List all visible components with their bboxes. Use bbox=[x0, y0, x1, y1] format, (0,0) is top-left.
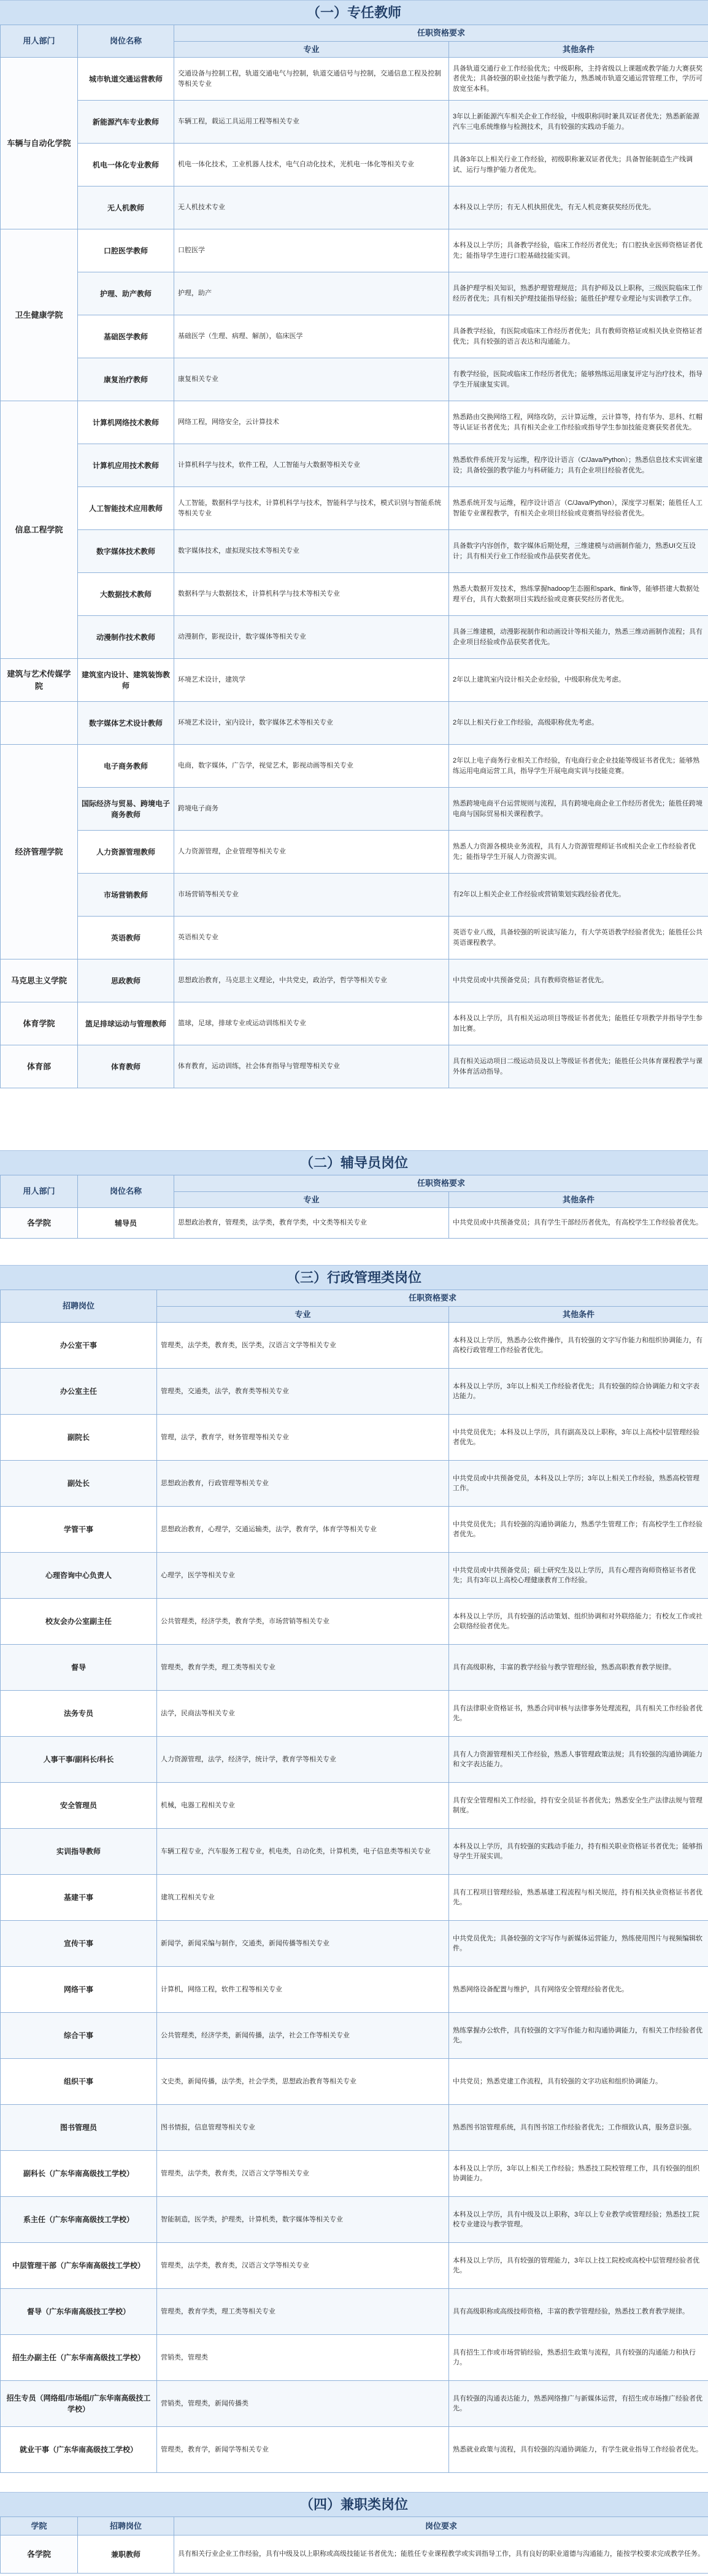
other-cell: 熟悉大数据开发技术，熟练掌握hadoop生态圈和spark、flink等，能够搭建大数据处理平台，具有大数据项目实践经验或竞赛获奖经历者优先。 bbox=[449, 573, 708, 616]
dept-cell: 体育部 bbox=[1, 1045, 78, 1088]
major-cell: 网络工程，网络安全，云计算技术 bbox=[174, 401, 449, 444]
table-row bbox=[1, 1829, 708, 1875]
other-cell: 熟悉系统开发与运维，程序设计语言（C/Java/Python），深度学习框架；能胜任人工智能专业课程教学，有相关企业项目经验或竞赛指导经验者优先。 bbox=[449, 487, 708, 530]
header-other: 其他条件 bbox=[449, 1191, 708, 1208]
dept-cell: 马克思主义学院 bbox=[1, 959, 78, 1002]
other-cell: 具备护理学相关知识，熟悉护理管理规范；具有护师及以上职称，三级医院临床工作经历者优先；具有相关护理技能指导经验；能胜任护理专业理论与实训教学工作。 bbox=[449, 272, 708, 315]
position-cell: 系主任（广东华南高级技工学校） bbox=[1, 2197, 157, 2243]
major-cell: 体育教育，运动训练，社会体育指导与管理等相关专业 bbox=[174, 1045, 449, 1088]
major-cell: 管理类，法学类，教育类，医学类，汉语言文学等相关专业 bbox=[157, 1323, 449, 1369]
table-row bbox=[1, 659, 708, 702]
other-cell: 具备三维建模，动漫影视制作和动画设计等相关能力，熟悉三维动画制作流程；具有企业项目经验或作品获奖者优先。 bbox=[449, 616, 708, 659]
position-cell: 新能源汽车专业教师 bbox=[78, 101, 174, 144]
major-cell: 计算机科学与技术，软件工程，人工智能与大数据等相关专业 bbox=[174, 444, 449, 487]
major-cell: 法学，民商法等相关专业 bbox=[157, 1691, 449, 1737]
major-cell: 建筑工程相关专业 bbox=[157, 1875, 449, 1921]
other-cell: 熟悉软件系统开发与运维，程序设计语言（C/Java/Python）；熟悉信息技术实训室建设；具备较强的教学能力与科研能力；具有企业项目经验者优先。 bbox=[449, 444, 708, 487]
position-cell: 辅导员 bbox=[78, 1208, 174, 1239]
other-cell: 中共党员优先；具有较强的沟通协调能力，熟悉学生管理工作；有高校学生工作经验者优先。 bbox=[449, 1507, 708, 1553]
header-requirements: 任职资格要求 bbox=[174, 1175, 708, 1192]
position-cell: 督导 bbox=[1, 1645, 157, 1691]
other-cell: 具有高级职称，丰富的教学经验与教学管理经验，熟悉高职教育教学规律。 bbox=[449, 1645, 708, 1691]
major-cell: 护理，助产 bbox=[174, 272, 449, 315]
header-major: 专业 bbox=[157, 1306, 449, 1323]
section-title-parttime: （四）兼职类岗位 bbox=[0, 2492, 708, 2518]
table-row bbox=[1, 315, 708, 358]
other-cell: 有教学经验，医院或临床工作经历者优先；能够熟练运用康复评定与治疗技术，指导学生开展康复实训。 bbox=[449, 358, 708, 401]
table-row bbox=[1, 229, 708, 272]
major-cell: 管理类，法学类，教育类，汉语言文学等相关专业 bbox=[157, 2151, 449, 2197]
other-cell: 2年以上建筑室内设计相关企业经验，中级职称优先考虑。 bbox=[449, 659, 708, 702]
position-cell: 大数据技术教师 bbox=[78, 573, 174, 616]
table-row bbox=[1, 745, 708, 788]
major-cell: 口腔医学 bbox=[174, 229, 449, 272]
table-row bbox=[1, 1415, 708, 1461]
section-title-counselors: （二）辅导员岗位 bbox=[0, 1150, 708, 1176]
major-cell: 人力资源管理，法学，经济学，统计学，教育学等相关专业 bbox=[157, 1737, 449, 1783]
major-cell: 营销类，管理类 bbox=[157, 2335, 449, 2381]
major-cell: 营销类，管理类，新闻传播类 bbox=[157, 2381, 449, 2427]
other-cell: 熟悉就业政策与流程，具有较强的沟通协调能力，有学生就业指导工作经验者优先。 bbox=[449, 2427, 708, 2473]
table-row bbox=[1, 2105, 708, 2151]
major-cell: 计算机，网络工程，软件工程等相关专业 bbox=[157, 1967, 449, 2013]
major-cell: 公共管理类，经济学类，新闻传播，法学，社会工作等相关专业 bbox=[157, 2013, 449, 2059]
table-row bbox=[1, 272, 708, 315]
position-cell: 动漫制作技术教师 bbox=[78, 616, 174, 659]
major-cell: 环境艺术设计，建筑学 bbox=[174, 659, 449, 702]
position-cell: 口腔医学教师 bbox=[78, 229, 174, 272]
table-row bbox=[1, 2013, 708, 2059]
position-cell: 城市轨道交通运营教师 bbox=[78, 58, 174, 101]
major-cell: 人工智能，数据科学与技术，计算机科学与技术，智能科学与技术，模式识别与智能系统等相关专业 bbox=[174, 487, 449, 530]
table-row bbox=[1, 487, 708, 530]
position-cell: 市场营销教师 bbox=[78, 874, 174, 917]
other-cell: 本科及以上学历，具有较强的实践动手能力，持有相关职业资格证书者优先；能够指导学生开展实训。 bbox=[449, 1829, 708, 1875]
position-cell: 就业干事（广东华南高级技工学校） bbox=[1, 2427, 157, 2473]
major-cell: 车辆工程专业，汽车服务工程专业，机电类，自动化类，计算机类，电子信息类等相关专业 bbox=[157, 1829, 449, 1875]
table-row bbox=[1, 2335, 708, 2381]
position-cell: 学管干事 bbox=[1, 1507, 157, 1553]
other-cell: 本科及以上学历；具备教学经验，临床工作经历者优先；有口腔执业医师资格证者优先；能指导学生进行口腔基础技能实训。 bbox=[449, 229, 708, 272]
header-requirements: 岗位要求 bbox=[174, 2517, 708, 2536]
table-row bbox=[1, 702, 708, 745]
position-cell: 人事干事/副科长/科长 bbox=[1, 1737, 157, 1783]
table-row bbox=[1, 144, 708, 186]
major-cell: 新闻学，新闻采编与制作，交通类，新闻传播等相关专业 bbox=[157, 1921, 449, 1967]
other-cell: 2年以上相关行业工作经验，高级职称优先考虑。 bbox=[449, 702, 708, 745]
position-cell: 图书管理员 bbox=[1, 2105, 157, 2151]
major-cell: 环境艺术设计，室内设计，数字媒体艺术等相关专业 bbox=[174, 702, 449, 745]
header-school: 学院 bbox=[1, 2517, 78, 2536]
table-row bbox=[1, 401, 708, 444]
major-cell: 动漫制作，影视设计，数字媒体等相关专业 bbox=[174, 616, 449, 659]
major-cell: 思想政治教育，行政管理等相关专业 bbox=[157, 1461, 449, 1507]
table-row bbox=[1, 1045, 708, 1088]
other-cell: 中共党员或中共预备党员；具有学生干部经历者优先，有高校学生工作经验者优先。 bbox=[449, 1208, 708, 1239]
major-cell: 管理，法学，教育学，财务管理等相关专业 bbox=[157, 1415, 449, 1461]
other-cell: 中共党员或中共预备党员；硕士研究生及以上学历，具有心理咨询师资格证书者优先；具有3年以上高校心理健康教育工作经验。 bbox=[449, 1553, 708, 1599]
header-dept: 用人部门 bbox=[1, 25, 78, 58]
major-cell: 智能制造，医学类，护理类，计算机类，数字媒体等相关专业 bbox=[157, 2197, 449, 2243]
header-major: 专业 bbox=[174, 41, 449, 58]
other-cell: 具备3年以上相关行业工作经验，初级职称兼双证者优先；具备智能制造生产线调试、运行与维护能力者优先。 bbox=[449, 144, 708, 186]
teachers-table bbox=[0, 25, 708, 1088]
major-cell: 基础医学（生理、病理、解剖），临床医学 bbox=[174, 315, 449, 358]
major-cell: 市场营销等相关专业 bbox=[174, 874, 449, 917]
major-cell: 管理类，教育学类，理工类等相关专业 bbox=[157, 2289, 449, 2335]
other-cell: 熟悉网络设备配置与维护，具有网络安全管理经验者优先。 bbox=[449, 1967, 708, 2013]
table-row bbox=[1, 2427, 708, 2473]
other-cell: 本科及以上学历，具有相关运动项目等级证书者优先；能胜任专项教学并指导学生参加比赛。 bbox=[449, 1002, 708, 1045]
table-row bbox=[1, 58, 708, 101]
major-cell: 数字媒体技术，虚拟现实技术等相关专业 bbox=[174, 530, 449, 573]
major-cell: 康复相关专业 bbox=[174, 358, 449, 401]
position-cell: 人力资源管理教师 bbox=[78, 831, 174, 874]
requirement-cell: 具有相关行业企业工作经验，具有中级及以上职称或高级技能证书者优先；能胜任专业课程教学或实训指导工作，具有良好的职业道德与沟通能力，能按学校要求完成教学任务。 bbox=[174, 2536, 708, 2574]
position-cell: 中层管理干部（广东华南高级技工学校） bbox=[1, 2243, 157, 2289]
position-cell: 电子商务教师 bbox=[78, 745, 174, 788]
other-cell: 具有较强的沟通表达能力，熟悉网络推广与新媒体运营，有招生或市场推广经验者优先。 bbox=[449, 2381, 708, 2427]
other-cell: 中共党员优先；本科及以上学历，具有副高及以上职称，3年以上高校中层管理经验者优先。 bbox=[449, 1415, 708, 1461]
counselors-table bbox=[0, 1175, 708, 1239]
position-cell: 安全管理员 bbox=[1, 1783, 157, 1829]
table-row bbox=[1, 2536, 708, 2574]
major-cell: 电商，数字媒体，广告学，视觉艺术，影视动画等相关专业 bbox=[174, 745, 449, 788]
school-cell: 各学院 bbox=[1, 2536, 78, 2574]
position-cell: 网络干事 bbox=[1, 1967, 157, 2013]
other-cell: 3年以上新能源汽车相关企业工作经验，中级职称同时兼具双证者优先；熟悉新能源汽车三电系统维修与检测技术，具有较强的实践动手能力。 bbox=[449, 101, 708, 144]
major-cell: 思想政治教育，管理类，法学类，教育学类，中文类等相关专业 bbox=[174, 1208, 449, 1239]
header-major: 专业 bbox=[174, 1191, 449, 1208]
major-cell: 文史类，新闻传播，法学类，社会学类，思想政治教育等相关专业 bbox=[157, 2059, 449, 2105]
other-cell: 本科及以上学历，3年以上相关工作经验者优先；具有较强的综合协调能力和文字表达能力。 bbox=[449, 1369, 708, 1415]
position-cell: 招生专员（网络组/市场组/广东华南高级技工学校） bbox=[1, 2381, 157, 2427]
header-position: 岗位名称 bbox=[78, 1175, 174, 1208]
major-cell: 管理类，交通类，法学，教育类等相关专业 bbox=[157, 1369, 449, 1415]
other-cell: 本科及以上学历，具有中级及以上职称，3年以上专业教学或管理经验；熟悉技工院校专业建设与教学管理。 bbox=[449, 2197, 708, 2243]
other-cell: 中共党员或中共预备党员，本科及以上学历；3年以上相关工作经验，熟悉高校管理工作。 bbox=[449, 1461, 708, 1507]
header-position: 招聘岗位 bbox=[1, 1290, 157, 1323]
table-row bbox=[1, 1737, 708, 1783]
major-cell: 管理类，教育学类，理工类等相关专业 bbox=[157, 1645, 449, 1691]
table-row bbox=[1, 1875, 708, 1921]
other-cell: 具有安全管理相关工作经验，持有安全员证书者优先；熟悉安全生产法律法规与管理制度。 bbox=[449, 1783, 708, 1829]
table-row bbox=[1, 831, 708, 874]
table-row bbox=[1, 1323, 708, 1369]
major-cell: 车辆工程，载运工具运用工程等相关专业 bbox=[174, 101, 449, 144]
major-cell: 图书情报，信息管理等相关专业 bbox=[157, 2105, 449, 2151]
table-row bbox=[1, 2197, 708, 2243]
position-cell: 校友会办公室副主任 bbox=[1, 1599, 157, 1645]
other-cell: 熟悉跨境电商平台运营规则与流程，具有跨境电商企业工作经历者优先；能胜任跨境电商与国际贸易相关课程教学。 bbox=[449, 788, 708, 831]
position-cell: 机电一体化专业教师 bbox=[78, 144, 174, 186]
section-title-teachers: （一）专任教师 bbox=[0, 0, 708, 26]
major-cell: 跨境电子商务 bbox=[174, 788, 449, 831]
table-row bbox=[1, 917, 708, 959]
position-cell: 基建干事 bbox=[1, 1875, 157, 1921]
table-row bbox=[1, 1369, 708, 1415]
major-cell: 数据科学与大数据技术，计算机科学与技术等相关专业 bbox=[174, 573, 449, 616]
other-cell: 本科及以上学历，熟悉办公软件操作，具有较强的文字写作能力和组织协调能力，有高校行政管理工作经验者优先。 bbox=[449, 1323, 708, 1369]
table-row bbox=[1, 959, 708, 1002]
table-row bbox=[1, 1002, 708, 1045]
dept-cell: 车辆与自动化学院 bbox=[1, 58, 78, 229]
major-cell: 篮球，足球，排球专业或运动训练相关专业 bbox=[174, 1002, 449, 1045]
header-other: 其他条件 bbox=[449, 41, 708, 58]
table-row bbox=[1, 1507, 708, 1553]
other-cell: 熟悉人力资源各模块业务流程，具有人力资源管理师证书或相关企业工作经验者优先；能指导学生开展人力资源实训。 bbox=[449, 831, 708, 874]
table-row bbox=[1, 1783, 708, 1829]
table-row bbox=[1, 444, 708, 487]
position-cell: 副院长 bbox=[1, 1415, 157, 1461]
major-cell: 思想政治教育，马克思主义理论，中共党史，政治学，哲学等相关专业 bbox=[174, 959, 449, 1002]
table-row bbox=[1, 788, 708, 831]
other-cell: 本科及以上学历；有无人机执照优先，有无人机竞赛获奖经历优先。 bbox=[449, 186, 708, 229]
position-cell: 人工智能技术应用教师 bbox=[78, 487, 174, 530]
position-cell: 宣传干事 bbox=[1, 1921, 157, 1967]
position-cell: 国际经济与贸易、跨境电子商务教师 bbox=[78, 788, 174, 831]
other-cell: 本科及以上学历，3年以上相关工作经验；熟悉技工院校管理工作，具有较强的组织协调能力。 bbox=[449, 2151, 708, 2197]
position-cell: 数字媒体技术教师 bbox=[78, 530, 174, 573]
major-cell: 心理学，医学等相关专业 bbox=[157, 1553, 449, 1599]
position-cell: 计算机应用技术教师 bbox=[78, 444, 174, 487]
other-cell: 熟悉路由交换网络工程，网络攻防，云计算运维，云计算等，持有华为、思科、红帽等认证证书者优先；具有相关企业工作经验或指导学生参加技能竞赛获奖者优先。 bbox=[449, 401, 708, 444]
other-cell: 具备教学经验，有医院或临床工作经历者优先；具有教师资格证或相关执业资格证者优先；具有较强的语言表达和沟通能力。 bbox=[449, 315, 708, 358]
other-cell: 2年以上电子商务行业相关工作经验，有电商行业企业技能等级证书者优先；能够熟练运用电商运营工具，指导学生开展电商实训与技能竞赛。 bbox=[449, 745, 708, 788]
major-cell: 英语相关专业 bbox=[174, 917, 449, 959]
dept-cell: 各学院 bbox=[1, 1208, 78, 1239]
dept-cell: 信息工程学院 bbox=[1, 401, 78, 659]
other-cell: 有2年以上相关企业工作经验或营销策划实践经验者优先。 bbox=[449, 874, 708, 917]
other-cell: 具备轨道交通行业工作经验优先；中级职称，主持省级以上课题或教学能力大赛获奖者优先；具备较强的职业技能与教学能力，熟悉城市轨道交通运营管理工作，学历可放宽至本科。 bbox=[449, 58, 708, 101]
position-cell: 英语教师 bbox=[78, 917, 174, 959]
major-cell: 管理类，教育学，新闻学等相关专业 bbox=[157, 2427, 449, 2473]
other-cell: 具有高级职称或高级技师资格，丰富的教学管理经验，熟悉技工教育教学规律。 bbox=[449, 2289, 708, 2335]
header-position: 招聘岗位 bbox=[78, 2517, 174, 2536]
other-cell: 中共党员优先；具备较强的文字写作与新媒体运营能力，熟练使用图片与视频编辑软件。 bbox=[449, 1921, 708, 1967]
table-row bbox=[1, 530, 708, 573]
table-row bbox=[1, 1645, 708, 1691]
other-cell: 熟练掌握办公软件，具有较强的文字写作能力和沟通协调能力，有相关工作经验者优先。 bbox=[449, 2013, 708, 2059]
dept-cell: 卫生健康学院 bbox=[1, 229, 78, 401]
position-cell: 副处长 bbox=[1, 1461, 157, 1507]
parttime-table bbox=[0, 2516, 708, 2574]
table-row bbox=[1, 186, 708, 229]
table-row bbox=[1, 1691, 708, 1737]
other-cell: 中共党员或中共预备党员；具有教师资格证者优先。 bbox=[449, 959, 708, 1002]
position-cell: 体育教师 bbox=[78, 1045, 174, 1088]
other-cell: 英语专业八级，具备较强的听说读写能力，有大学英语教学经验者优先；能胜任公共英语课程教学。 bbox=[449, 917, 708, 959]
position-cell: 办公室主任 bbox=[1, 1369, 157, 1415]
header-position: 岗位名称 bbox=[78, 25, 174, 58]
admin-table bbox=[0, 1290, 708, 2473]
table-row bbox=[1, 874, 708, 917]
table-row bbox=[1, 1967, 708, 2013]
other-cell: 具有相关运动项目二级运动员及以上等级证书者优先；能胜任公共体育课程教学与课外体育活动指导。 bbox=[449, 1045, 708, 1088]
other-cell: 熟悉图书馆管理系统，具有图书馆工作经验者优先；工作细致认真，服务意识强。 bbox=[449, 2105, 708, 2151]
table-row bbox=[1, 1461, 708, 1507]
section-title-admin: （三）行政管理类岗位 bbox=[0, 1265, 708, 1291]
dept-cell: 建筑与艺术传媒学院 bbox=[1, 659, 78, 702]
major-cell: 机械，电器工程相关专业 bbox=[157, 1783, 449, 1829]
position-cell: 护理、助产教师 bbox=[78, 272, 174, 315]
position-cell: 综合干事 bbox=[1, 2013, 157, 2059]
position-cell: 心理咨询中心负责人 bbox=[1, 1553, 157, 1599]
dept-cell bbox=[1, 702, 78, 745]
position-cell: 数字媒体艺术设计教师 bbox=[78, 702, 174, 745]
position-cell: 组织干事 bbox=[1, 2059, 157, 2105]
position-cell: 招生办副主任（广东华南高级技工学校） bbox=[1, 2335, 157, 2381]
other-cell: 具有招生工作或市场营销经验，熟悉招生政策与流程，具有较强的沟通能力和执行力。 bbox=[449, 2335, 708, 2381]
table-row bbox=[1, 2243, 708, 2289]
other-cell: 具有法律职业资格证书，熟悉合同审核与法律事务处理流程，具有相关工作经验者优先。 bbox=[449, 1691, 708, 1737]
other-cell: 具有工程项目管理经验，熟悉基建工程流程与相关规范，持有相关执业资格证书者优先。 bbox=[449, 1875, 708, 1921]
header-other: 其他条件 bbox=[449, 1306, 708, 1323]
position-cell: 法务专员 bbox=[1, 1691, 157, 1737]
other-cell: 具备数字内容创作，数字媒体后期处理，三维建模与动画制作能力，熟悉UI交互设计；具有相关行业工作经验或作品获奖者优先。 bbox=[449, 530, 708, 573]
position-cell: 办公室干事 bbox=[1, 1323, 157, 1369]
table-row bbox=[1, 2381, 708, 2427]
other-cell: 具有人力资源管理相关工作经验，熟悉人事管理政策法规；具有较强的沟通协调能力和文字表达能力。 bbox=[449, 1737, 708, 1783]
table-row bbox=[1, 573, 708, 616]
position-cell: 计算机网络技术教师 bbox=[78, 401, 174, 444]
header-requirements: 任职资格要求 bbox=[157, 1290, 708, 1307]
table-row bbox=[1, 1599, 708, 1645]
major-cell: 人力资源管理，企业管理等相关专业 bbox=[174, 831, 449, 874]
table-row bbox=[1, 1208, 708, 1239]
table-row bbox=[1, 616, 708, 659]
table-row bbox=[1, 2289, 708, 2335]
position-cell: 兼职教师 bbox=[78, 2536, 174, 2574]
table-row bbox=[1, 358, 708, 401]
dept-cell: 体育学院 bbox=[1, 1002, 78, 1045]
table-row bbox=[1, 101, 708, 144]
major-cell: 公共管理类，经济学类，教育学类，市场营销等相关专业 bbox=[157, 1599, 449, 1645]
major-cell: 交通设备与控制工程，轨道交通电气与控制，轨道交通信号与控制，交通信息工程及控制等相关专业 bbox=[174, 58, 449, 101]
table-row bbox=[1, 2059, 708, 2105]
position-cell: 康复治疗教师 bbox=[78, 358, 174, 401]
position-cell: 副科长（广东华南高级技工学校） bbox=[1, 2151, 157, 2197]
header-dept: 用人部门 bbox=[1, 1175, 78, 1208]
major-cell: 思想政治教育，心理学，交通运输类，法学，教育学，体育学等相关专业 bbox=[157, 1507, 449, 1553]
header-requirements: 任职资格要求 bbox=[174, 25, 708, 42]
table-row bbox=[1, 1921, 708, 1967]
dept-cell: 经济管理学院 bbox=[1, 745, 78, 959]
position-cell: 基础医学教师 bbox=[78, 315, 174, 358]
other-cell: 中共党员；熟悉党建工作流程，具有较强的文字功底和组织协调能力。 bbox=[449, 2059, 708, 2105]
position-cell: 篮足排球运动与管理教师 bbox=[78, 1002, 174, 1045]
major-cell: 机电一体化技术，工业机器人技术，电气自动化技术，光机电一体化等相关专业 bbox=[174, 144, 449, 186]
other-cell: 本科及以上学历，具有较强的管理能力，3年以上技工院校或高校中层管理经验者优先。 bbox=[449, 2243, 708, 2289]
position-cell: 实训指导教师 bbox=[1, 1829, 157, 1875]
other-cell: 本科及以上学历，具有较强的活动策划、组织协调和对外联络能力；有校友工作或社会联络经验者优先。 bbox=[449, 1599, 708, 1645]
major-cell: 无人机技术专业 bbox=[174, 186, 449, 229]
position-cell: 思政教师 bbox=[78, 959, 174, 1002]
position-cell: 督导（广东华南高级技工学校） bbox=[1, 2289, 157, 2335]
major-cell: 管理类，法学类，教育类，汉语言文学等相关专业 bbox=[157, 2243, 449, 2289]
position-cell: 无人机教师 bbox=[78, 186, 174, 229]
table-row bbox=[1, 1553, 708, 1599]
table-row bbox=[1, 2151, 708, 2197]
position-cell: 建筑室内设计、建筑装饰教师 bbox=[78, 659, 174, 702]
